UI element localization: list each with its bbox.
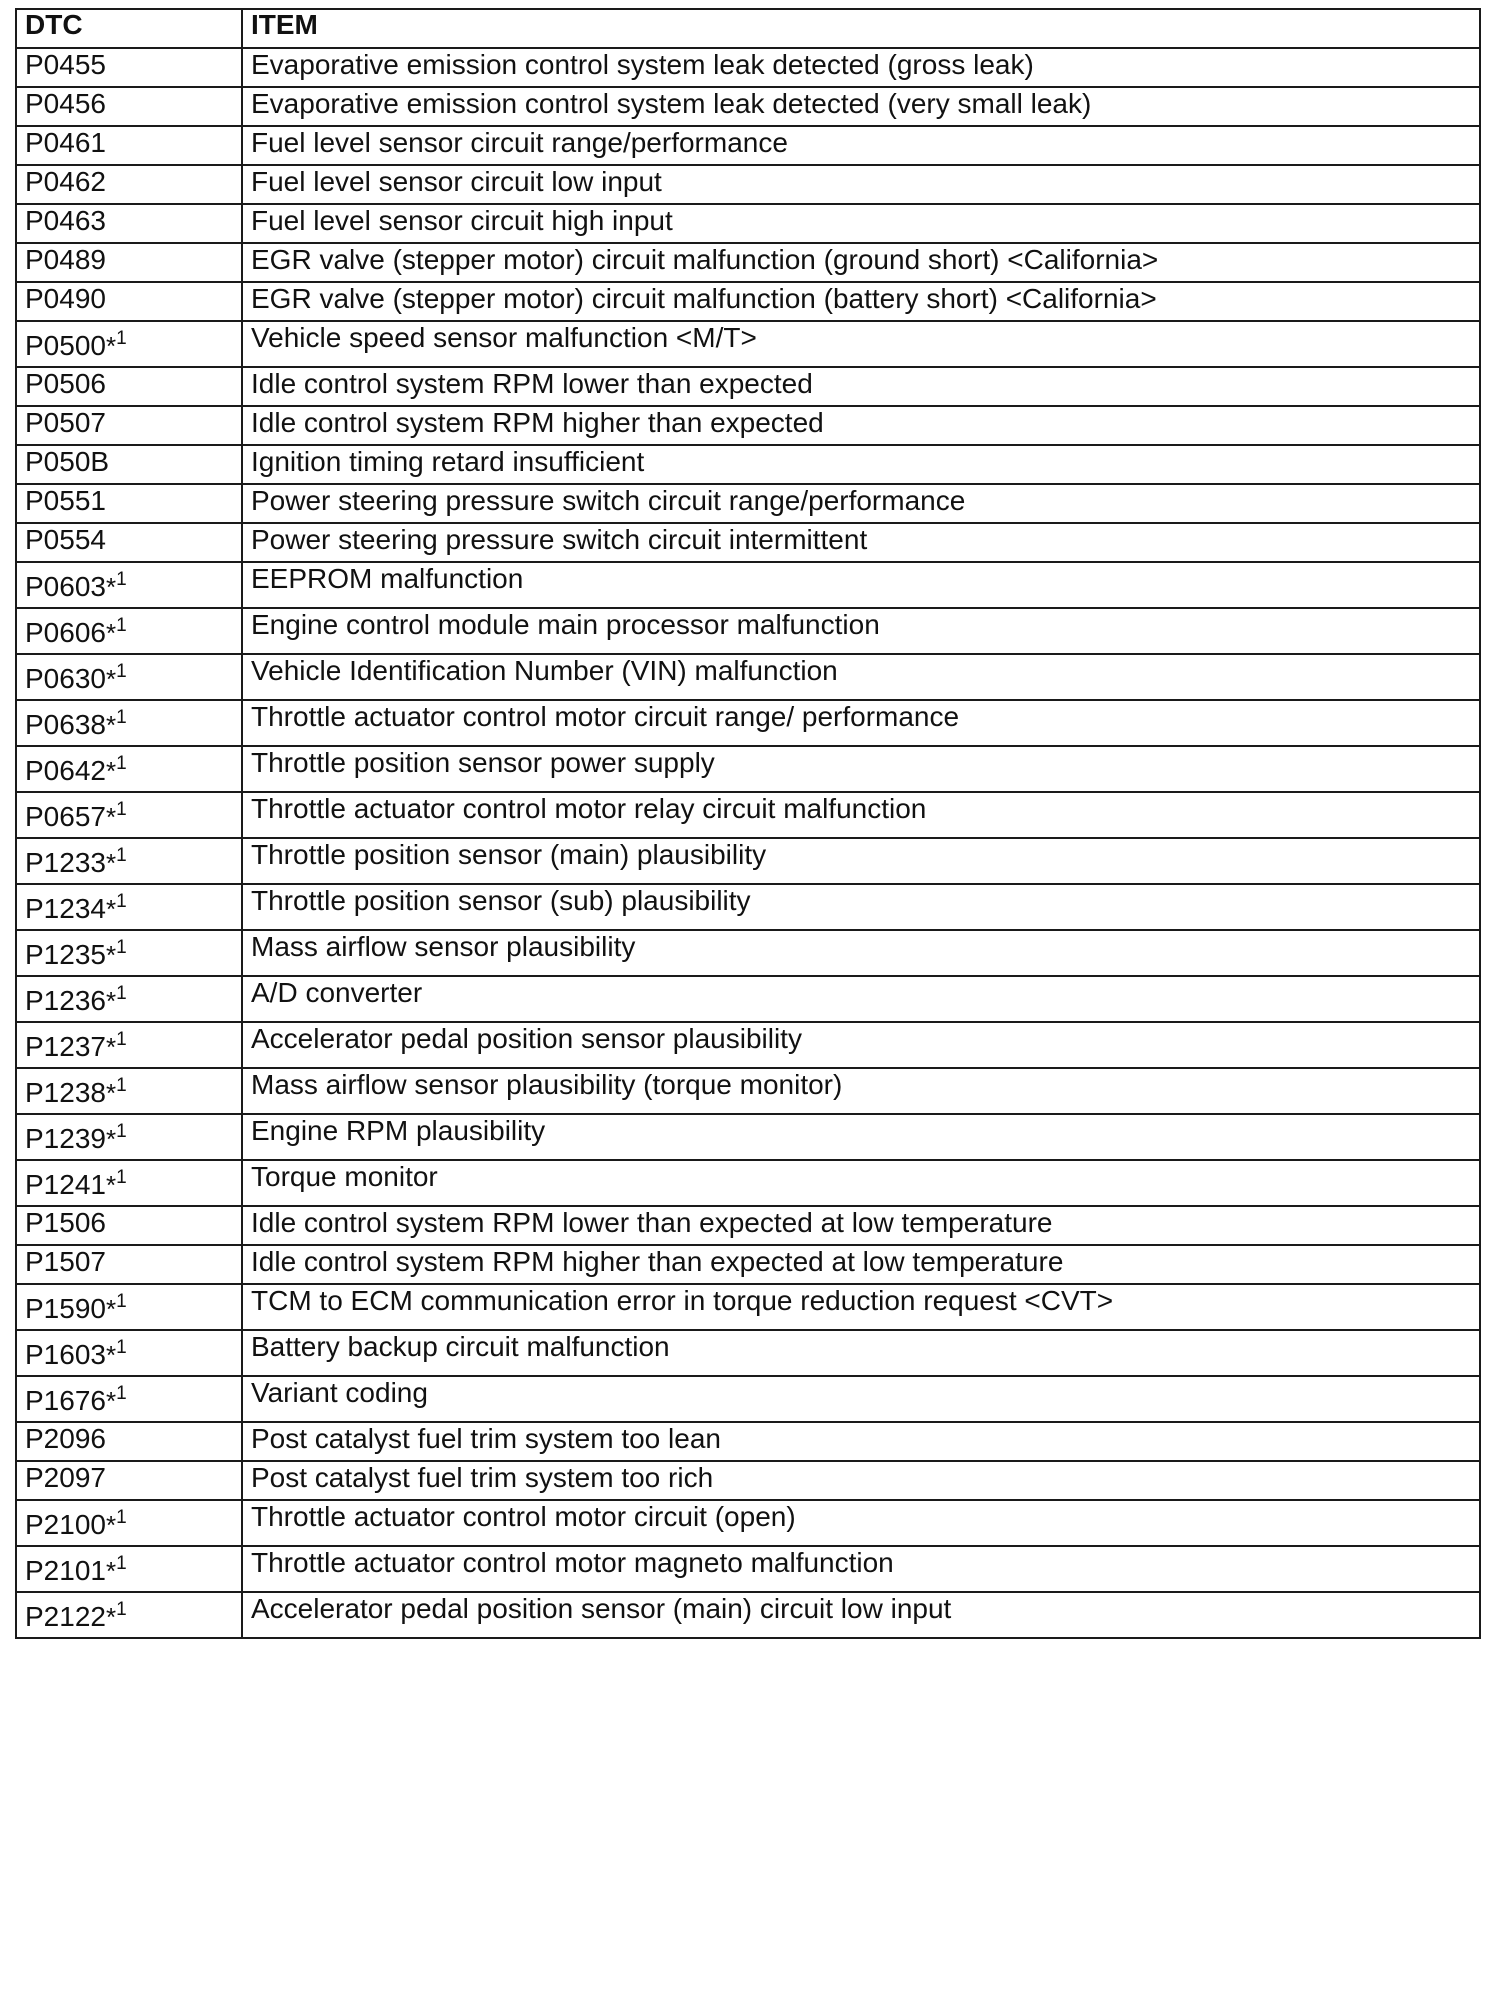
dtc-code: P2096	[25, 1423, 106, 1454]
dtc-code-cell	[16, 321, 242, 367]
table-row	[16, 654, 1480, 700]
item-description: Throttle actuator control motor magneto malfunction	[242, 1546, 1480, 1592]
footnote-number: 1	[116, 1553, 127, 1574]
footnote-number: 1	[116, 1167, 127, 1188]
table-row	[16, 1500, 1480, 1546]
item-description: Mass airflow sensor plausibility	[242, 930, 1480, 976]
dtc-code: P0456	[25, 88, 106, 119]
footnote-asterisk: *	[105, 1556, 117, 1586]
dtc-code-cell	[16, 1284, 242, 1330]
item-description: Accelerator pedal position sensor plausibility	[242, 1022, 1480, 1068]
table-row	[16, 792, 1480, 838]
table-row	[16, 1284, 1480, 1330]
dtc-code: P1676	[25, 1385, 106, 1416]
dtc-code-cell	[16, 608, 242, 654]
footnote-asterisk: *	[105, 1510, 117, 1540]
footnote-asterisk: *	[105, 1124, 117, 1154]
footnote-asterisk: *	[105, 618, 117, 648]
table-row	[16, 838, 1480, 884]
table-row	[16, 48, 1480, 87]
dtc-code-cell	[16, 1546, 242, 1592]
table-row	[16, 562, 1480, 608]
dtc-code-cell	[16, 367, 242, 406]
footnote-asterisk: *	[105, 894, 117, 924]
dtc-code: P0461	[25, 127, 106, 158]
dtc-code-cell	[16, 48, 242, 87]
dtc-code: P1236	[25, 985, 106, 1016]
footnote-asterisk: *	[105, 802, 117, 832]
dtc-code: P1239	[25, 1123, 106, 1154]
dtc-code-cell	[16, 930, 242, 976]
dtc-code: P0490	[25, 283, 106, 314]
footnote-asterisk: *	[105, 940, 117, 970]
dtc-code-cell	[16, 445, 242, 484]
dtc-code-cell	[16, 523, 242, 562]
dtc-code: P1241	[25, 1169, 106, 1200]
footnote-asterisk: *	[105, 664, 117, 694]
dtc-code: P0603	[25, 571, 106, 602]
item-description: Evaporative emission control system leak detected (gross leak)	[242, 48, 1480, 87]
dtc-code: P0489	[25, 244, 106, 275]
footnote-number: 1	[116, 1121, 127, 1142]
table-row	[16, 1461, 1480, 1500]
dtc-code-cell	[16, 406, 242, 445]
dtc-code-cell	[16, 838, 242, 884]
dtc-code-cell	[16, 484, 242, 523]
dtc-code: P1238	[25, 1077, 106, 1108]
dtc-code: P0500	[25, 330, 106, 361]
dtc-code-cell	[16, 282, 242, 321]
dtc-code-cell	[16, 1114, 242, 1160]
dtc-code-cell	[16, 884, 242, 930]
footnote-asterisk: *	[105, 572, 117, 602]
dtc-table	[15, 8, 1481, 1639]
item-description: Vehicle speed sensor malfunction <M/T>	[242, 321, 1480, 367]
footnote-asterisk: *	[105, 1340, 117, 1370]
dtc-code: P2101	[25, 1555, 106, 1586]
table-row	[16, 1422, 1480, 1461]
item-description: Throttle position sensor (sub) plausibility	[242, 884, 1480, 930]
dtc-code-cell	[16, 562, 242, 608]
dtc-code-cell	[16, 87, 242, 126]
dtc-code: P0506	[25, 368, 106, 399]
footnote-number: 1	[116, 1075, 127, 1096]
table-row	[16, 1068, 1480, 1114]
footnote-asterisk: *	[105, 1170, 117, 1200]
dtc-code: P1237	[25, 1031, 106, 1062]
dtc-code-cell	[16, 654, 242, 700]
dtc-code: P0507	[25, 407, 106, 438]
table-row	[16, 700, 1480, 746]
dtc-code: P0630	[25, 663, 106, 694]
table-row	[16, 523, 1480, 562]
footnote-asterisk: *	[105, 1032, 117, 1062]
table-row	[16, 243, 1480, 282]
dtc-code: P0554	[25, 524, 106, 555]
footnote-number: 1	[116, 799, 127, 820]
dtc-code: P0462	[25, 166, 106, 197]
footnote-number: 1	[116, 707, 127, 728]
footnote-number: 1	[116, 1337, 127, 1358]
table-row	[16, 406, 1480, 445]
footnote-asterisk: *	[105, 986, 117, 1016]
table-row	[16, 321, 1480, 367]
item-description: Ignition timing retard insufficient	[242, 445, 1480, 484]
table-row	[16, 1160, 1480, 1206]
footnote-asterisk: *	[105, 1078, 117, 1108]
footnote-number: 1	[116, 1507, 127, 1528]
dtc-code-cell	[16, 204, 242, 243]
footnote-number: 1	[116, 845, 127, 866]
dtc-code: P1235	[25, 939, 106, 970]
table-row	[16, 165, 1480, 204]
dtc-code-cell	[16, 243, 242, 282]
table-row	[16, 1114, 1480, 1160]
dtc-code: P0606	[25, 617, 106, 648]
table-row	[16, 204, 1480, 243]
dtc-code-cell	[16, 165, 242, 204]
table-row	[16, 1592, 1480, 1638]
footnote-asterisk: *	[105, 1602, 117, 1632]
item-description: Fuel level sensor circuit range/performance	[242, 126, 1480, 165]
header-row	[16, 9, 1480, 48]
dtc-code-cell	[16, 1461, 242, 1500]
footnote-number: 1	[116, 1291, 127, 1312]
item-description: Torque monitor	[242, 1160, 1480, 1206]
dtc-code-cell	[16, 1330, 242, 1376]
dtc-code-cell	[16, 1376, 242, 1422]
footnote-asterisk: *	[105, 1294, 117, 1324]
table-row	[16, 367, 1480, 406]
dtc-code: P2097	[25, 1462, 106, 1493]
dtc-code: P0642	[25, 755, 106, 786]
table-body	[16, 48, 1480, 1638]
dtc-code-cell	[16, 1206, 242, 1245]
footnote-number: 1	[116, 1599, 127, 1620]
table-row	[16, 1245, 1480, 1284]
table-row	[16, 930, 1480, 976]
footnote-number: 1	[116, 1029, 127, 1050]
item-description: Throttle actuator control motor circuit (open)	[242, 1500, 1480, 1546]
item-column-header: ITEM	[242, 9, 1480, 48]
dtc-code: P0463	[25, 205, 106, 236]
item-description: Idle control system RPM higher than expected at low temperature	[242, 1245, 1480, 1284]
item-description: Throttle position sensor power supply	[242, 746, 1480, 792]
dtc-code: P1506	[25, 1207, 106, 1238]
item-description: Engine RPM plausibility	[242, 1114, 1480, 1160]
footnote-number: 1	[116, 1383, 127, 1404]
dtc-code: P0638	[25, 709, 106, 740]
footnote-number: 1	[116, 937, 127, 958]
footnote-number: 1	[116, 661, 127, 682]
item-description: Idle control system RPM higher than expected	[242, 406, 1480, 445]
item-description: Engine control module main processor malfunction	[242, 608, 1480, 654]
dtc-code: P0657	[25, 801, 106, 832]
footnote-number: 1	[116, 328, 127, 349]
item-description: Battery backup circuit malfunction	[242, 1330, 1480, 1376]
table-row	[16, 87, 1480, 126]
dtc-code: P050B	[25, 446, 110, 477]
footnote-number: 1	[116, 983, 127, 1004]
dtc-code-cell	[16, 746, 242, 792]
table-row	[16, 484, 1480, 523]
dtc-code-cell	[16, 1500, 242, 1546]
dtc-code-cell	[16, 1022, 242, 1068]
dtc-code-cell	[16, 1245, 242, 1284]
dtc-code-cell	[16, 700, 242, 746]
dtc-code-cell	[16, 1160, 242, 1206]
dtc-code: P2122	[25, 1601, 106, 1632]
item-description: Fuel level sensor circuit high input	[242, 204, 1480, 243]
table-row	[16, 1546, 1480, 1592]
footnote-number: 1	[116, 615, 127, 636]
dtc-code: P1603	[25, 1339, 106, 1370]
table-row	[16, 608, 1480, 654]
dtc-code: P0455	[25, 49, 106, 80]
table-row	[16, 884, 1480, 930]
dtc-code-cell	[16, 1422, 242, 1461]
footnote-number: 1	[116, 753, 127, 774]
table-row	[16, 1330, 1480, 1376]
item-description: Mass airflow sensor plausibility (torque monitor)	[242, 1068, 1480, 1114]
item-description: TCM to ECM communication error in torque reduction request <CVT>	[242, 1284, 1480, 1330]
table-row	[16, 1022, 1480, 1068]
dtc-code: P1590	[25, 1293, 106, 1324]
dtc-code-cell	[16, 1068, 242, 1114]
table-row	[16, 976, 1480, 1022]
table-row	[16, 746, 1480, 792]
dtc-column-header: DTC	[16, 9, 242, 48]
item-description: Post catalyst fuel trim system too rich	[242, 1461, 1480, 1500]
item-description: EGR valve (stepper motor) circuit malfunction (battery short) <California>	[242, 282, 1480, 321]
footnote-asterisk: *	[105, 848, 117, 878]
item-description: EGR valve (stepper motor) circuit malfunction (ground short) <California>	[242, 243, 1480, 282]
item-description: Post catalyst fuel trim system too lean	[242, 1422, 1480, 1461]
item-description: Evaporative emission control system leak detected (very small leak)	[242, 87, 1480, 126]
footnote-asterisk: *	[105, 710, 117, 740]
table-row	[16, 126, 1480, 165]
dtc-code: P2100	[25, 1509, 106, 1540]
table-row	[16, 445, 1480, 484]
table-row	[16, 282, 1480, 321]
dtc-code-cell	[16, 126, 242, 165]
footnote-asterisk: *	[105, 1386, 117, 1416]
dtc-code-cell	[16, 1592, 242, 1638]
footnote-number: 1	[116, 891, 127, 912]
item-description: A/D converter	[242, 976, 1480, 1022]
table-row	[16, 1376, 1480, 1422]
item-description: Fuel level sensor circuit low input	[242, 165, 1480, 204]
table-row	[16, 1206, 1480, 1245]
item-description: Throttle actuator control motor circuit range/ performance	[242, 700, 1480, 746]
dtc-code: P1234	[25, 893, 106, 924]
item-description: Throttle actuator control motor relay circuit malfunction	[242, 792, 1480, 838]
item-description: EEPROM malfunction	[242, 562, 1480, 608]
item-description: Idle control system RPM lower than expected at low temperature	[242, 1206, 1480, 1245]
footnote-number: 1	[116, 569, 127, 590]
dtc-code: P0551	[25, 485, 106, 516]
item-description: Power steering pressure switch circuit intermittent	[242, 523, 1480, 562]
footnote-asterisk: *	[105, 756, 117, 786]
item-description: Idle control system RPM lower than expected	[242, 367, 1480, 406]
item-description: Vehicle Identification Number (VIN) malfunction	[242, 654, 1480, 700]
footnote-asterisk: *	[105, 331, 117, 361]
dtc-code-cell	[16, 792, 242, 838]
dtc-code-cell	[16, 976, 242, 1022]
item-description: Variant coding	[242, 1376, 1480, 1422]
dtc-code: P1507	[25, 1246, 106, 1277]
item-description: Throttle position sensor (main) plausibility	[242, 838, 1480, 884]
dtc-code: P1233	[25, 847, 106, 878]
item-description: Accelerator pedal position sensor (main) circuit low input	[242, 1592, 1480, 1638]
item-description: Power steering pressure switch circuit range/performance	[242, 484, 1480, 523]
